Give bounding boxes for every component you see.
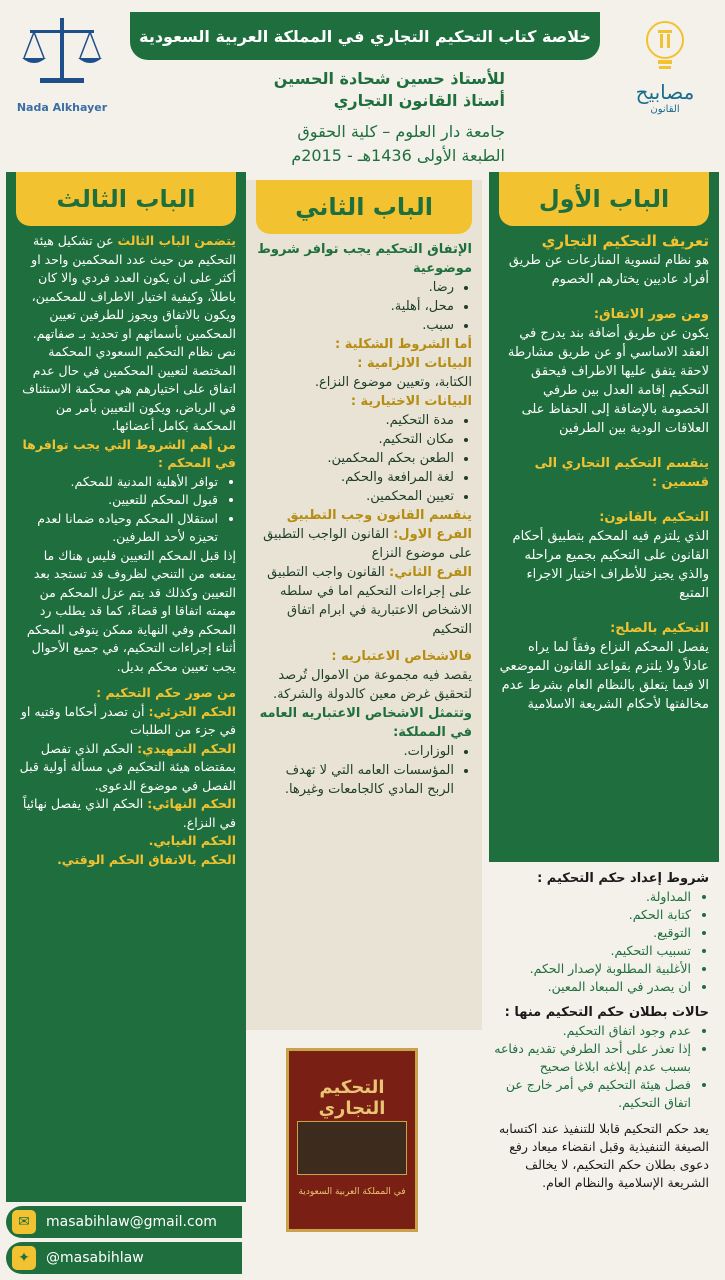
chapter-three-heading: الباب الثالث: [56, 185, 196, 213]
agreed-award-title: الحكم بالاتفاق الحكم الوقتي.: [57, 851, 236, 867]
partial-award-text: أن تصدر أحكاما وقتيه او في جزء من الطلبات: [20, 703, 236, 737]
title-bar: [130, 12, 600, 60]
legal-persons-title: فالاشخاص الاعتباريه :: [331, 649, 472, 664]
award-requirements-body: [493, 870, 709, 1192]
list-item: • استقلال المحكم وحياده ضمانا لعدم تحيزه لأحد الطرفين.: [16, 510, 218, 547]
chapter-two-heading-tab: [256, 180, 472, 234]
page-title: خلاصة كتاب التحكيم التجاري في المملكة العربية السعودية: [139, 26, 591, 46]
logo-text: Nada Alkhayer: [16, 101, 108, 114]
law-division-title: ينقسم القانون وجب التطبيق: [286, 508, 472, 523]
twitter-handle[interactable]: @masabihlaw: [46, 1250, 144, 1266]
author-name: للأستاذ حسين شحادة الحسين: [273, 69, 505, 88]
branch-one-text: القانون الواجب التطبيق على موضوع النزاع: [263, 527, 472, 561]
author-block: [125, 68, 505, 168]
chapter-two-body: [256, 240, 472, 799]
chapter-three-heading-tab: [16, 172, 236, 226]
formation-text: عن تشكيل هيئة التحكيم من حيث عدد المحكمين واحد او أكثر على ان يكون العدد فردي والا كان باطلاً، وكيفية اختيار الاطراف للمحكمين، ويكون بالاتفاق ويجوز للطرفين تعيين المحكمين بأسمائهم او تحديد بـ صفاتهم.: [31, 233, 236, 341]
partial-award-title: الحكم الجزئي:: [148, 703, 236, 719]
list-item: • المؤسسات العامه التي لا تهدف الربح المادي كالجامعات وغيرها.: [256, 761, 454, 799]
list-item: • تسبيب التحكيم.: [493, 942, 691, 960]
chapter-three-lead: يتضمن الباب الثالث: [117, 233, 236, 248]
enforcement-text: يعد حكم التحكيم قابلا للتنفيذ عند اكتسابه الصيغة التنفيذية وقبل انقضاء ميعاد رفع دعوى بطلان حكم التحكيم، لا يخالف الشريعة الإسلامية والنظام العام.: [499, 1121, 709, 1190]
chapter-three-body: [16, 232, 236, 869]
university: جامعة دار العلوم – كلية الحقوق: [297, 122, 505, 141]
list-item: • الطعن بحكم المحكمين.: [256, 449, 454, 468]
voidness-title: حالات بطلان حكم التحكيم منها :: [504, 1005, 709, 1020]
optional-data-title: البيانات الاختيارية :: [350, 394, 472, 409]
list-item: • قبول المحكم للتعيين.: [16, 491, 218, 510]
book-cover-picture: [297, 1121, 407, 1175]
definition-text: هو نظام لتسوية المنازعات عن طريق أفراد عاديين يختارهم الخصوم: [508, 253, 709, 287]
agreement-intro: الإتفاق التحكيم يجب توافر شروط موضوعية: [257, 242, 472, 276]
scales-icon: [12, 10, 112, 90]
list-item: • الوزارات.: [256, 742, 454, 761]
lightbulb-icon: [640, 18, 690, 78]
list-item: • المداولة.: [493, 888, 691, 906]
list-item: • محل، أهلية.: [256, 297, 454, 316]
chapter-two-panel: [246, 180, 482, 1030]
public-persons-title: وتتمثل الاشخاص الاعتباريه العامه في المملكة:: [259, 706, 472, 740]
list-item: • فصل هيئة التحكيم في أمر خارج عن اتفاق التحكيم.: [493, 1076, 691, 1112]
forms-text: يكون عن طريق أضافة بند يدرج في العقد الاساسي أو عن طريق مشارطة لاحقة يتفق عليها الاطراف فيحقق التحكيم إقامة العدل بين طرفي الخصومة بالإضافة إلى الحفاظ على العلاقات الودية بين الطرفين: [507, 326, 709, 436]
public-persons-list: [256, 742, 472, 799]
law-arbitration-text: الذي يلتزم فيه المحكم بتطبيق أحكام القانون على التحكيم بجميع مراحله والذي يجيز للأطراف اختيار الاجراء المتبع: [512, 529, 709, 601]
list-item: • مدة التحكيم.: [256, 411, 454, 430]
preliminary-award-text: الحكم الذي تفصل بمقتضاه هيئة التحكيم في مسألة أولية قبل الفصل في موضوع الدعوى.: [19, 740, 236, 793]
chapter-one-panel: [489, 172, 719, 862]
law-arbitration-title: التحكيم بالقانون:: [599, 510, 709, 525]
conciliation-text: يفصل المحكم النزاع وفقاً لما يراه عادلاً ولا يلتزم بقواعد القانون الموضعي الا فيما يتعلق بالنظام العام بشرط عدم مخالفتها لأحكام الشريعة الاسلامية: [499, 640, 709, 712]
chapter-two-heading: الباب الثاني: [295, 193, 433, 221]
chapter-one-heading: الباب الأول: [538, 185, 670, 213]
voidness-list: [493, 1022, 709, 1112]
chapter-three-panel: [6, 172, 246, 1202]
requirements-title: شروط إعداد حكم التحكيم :: [537, 871, 709, 886]
arbitrator-conditions-title: من أهم الشروط التي يجب توافرها في المحكم :: [22, 436, 236, 470]
book-cover: [286, 1048, 418, 1232]
legal-persons-text: يقصد فيه مجموعة من الاموال تُرصد لتحقيق غرض معين كالدولة والشركة.: [273, 668, 472, 702]
twitter-icon: ✦: [12, 1246, 36, 1270]
list-item: • ان يصدر في المبعاد المعين.: [493, 978, 691, 996]
branch-two-title: الفرع الثاني:: [389, 565, 472, 580]
definition-title: تعريف التحكيم التجاري: [541, 232, 709, 250]
absentia-award-title: الحكم الغيابي.: [148, 833, 236, 848]
formal-conditions-title: أما الشروط الشكلية :: [334, 337, 472, 352]
requirements-list: [493, 888, 709, 996]
list-item: • رضا.: [256, 278, 454, 297]
conciliation-title: التحكيم بالصلح:: [610, 621, 709, 636]
list-item: • إذا تعذر على أحد الطرفي تقديم دفاعه بسبب عدم إبلاغه ابلاغا صحيح: [493, 1040, 691, 1076]
chapter-one-heading-tab: [499, 172, 709, 226]
list-item: • التوقيع.: [493, 924, 691, 942]
preliminary-award-title: الحكم التمهيدي:: [137, 740, 236, 756]
twitter-contact[interactable]: [6, 1242, 242, 1274]
list-item: • مكان التحكيم.: [256, 430, 454, 449]
final-award-title: الحكم النهائي:: [147, 796, 236, 811]
optional-data-list: [256, 411, 472, 506]
list-item: • عدم وجود اتفاق التحكيم.: [493, 1022, 691, 1040]
arbitrator-withdrawal-text: إذا قبل المحكم التعيين فليس هناك ما يمنعه من التنحي لظروف قد تستجد بعد التعيين وكذلك قد يتم عزل المحكم من مهمته اتفاقا او قضاءً، كما قد يطلب رد المحكم وفي النهاية ممكن يتوفى المحكم أثناء إجراءات التحكيم، في جميع الأحوال يجب تعيين محكم بديل.: [26, 547, 236, 674]
branch-two-text: القانون واجب التطبيق على إجراءات التحكيم اما في سلطه الاشخاص الاعتبارية في ابرام اتفاق التحكيم: [267, 565, 472, 637]
author-title: أستاذ القانون التجاري: [333, 91, 505, 110]
forms-title: ومن صور الاتفاق:: [593, 307, 709, 322]
book-title: التحكيم التجاري: [318, 1077, 386, 1119]
list-item: • توافر الأهلية المدنية للمحكم.: [16, 473, 218, 492]
logo-sub: القانون: [650, 104, 680, 115]
arbitrator-conditions-list: [16, 473, 236, 547]
nada-logo: [12, 10, 112, 120]
award-requirements-panel: [483, 866, 719, 1272]
email-contact[interactable]: [6, 1206, 242, 1238]
edition: الطبعة الأولى 1436هـ - 2015م: [291, 146, 505, 165]
email-icon: ✉: [12, 1210, 36, 1234]
list-item: • لغة المرافعة والحكم.: [256, 468, 454, 487]
list-item: • كتابة الحكم.: [493, 906, 691, 924]
objective-conditions-list: [256, 278, 472, 335]
branch-one-title: الفرع الاول:: [393, 527, 472, 542]
mandatory-data-text: الكتابة، وتعيين موضوع النزاع.: [314, 375, 472, 390]
list-item: • تعيين المحكمين.: [256, 487, 454, 506]
mandatory-data-title: البيانات الالزامية :: [357, 356, 472, 371]
masabih-logo: [615, 18, 715, 118]
book-subtitle: في المملكة العربية السعودية: [298, 1187, 406, 1197]
email-address[interactable]: masabihlaw@gmail.com: [46, 1214, 217, 1230]
list-item: • سبب.: [256, 316, 454, 335]
final-award-text: الحكم الذي يفصل نهائياً في النزاع.: [22, 796, 236, 830]
division-title: ينقسم التحكيم التجاري الى قسمين :: [534, 456, 709, 490]
award-forms-title: من صور حكم التحكيم :: [96, 685, 236, 700]
chapter-one-body: [499, 232, 709, 714]
list-item: • الأغلبية المطلوبة لإصدار الحكم.: [493, 960, 691, 978]
competent-court-text: نص نظام التحكيم السعودي المحكمة المختصة لتعيين المحكمين في حال عدم اتفاق على اختيارهم هي محكمة الاستئناف في الرياض، ويكون التعيين بأمر من المحكمة بكامل أعضائها.: [22, 344, 236, 433]
logo-name: مصابيح: [635, 80, 695, 104]
